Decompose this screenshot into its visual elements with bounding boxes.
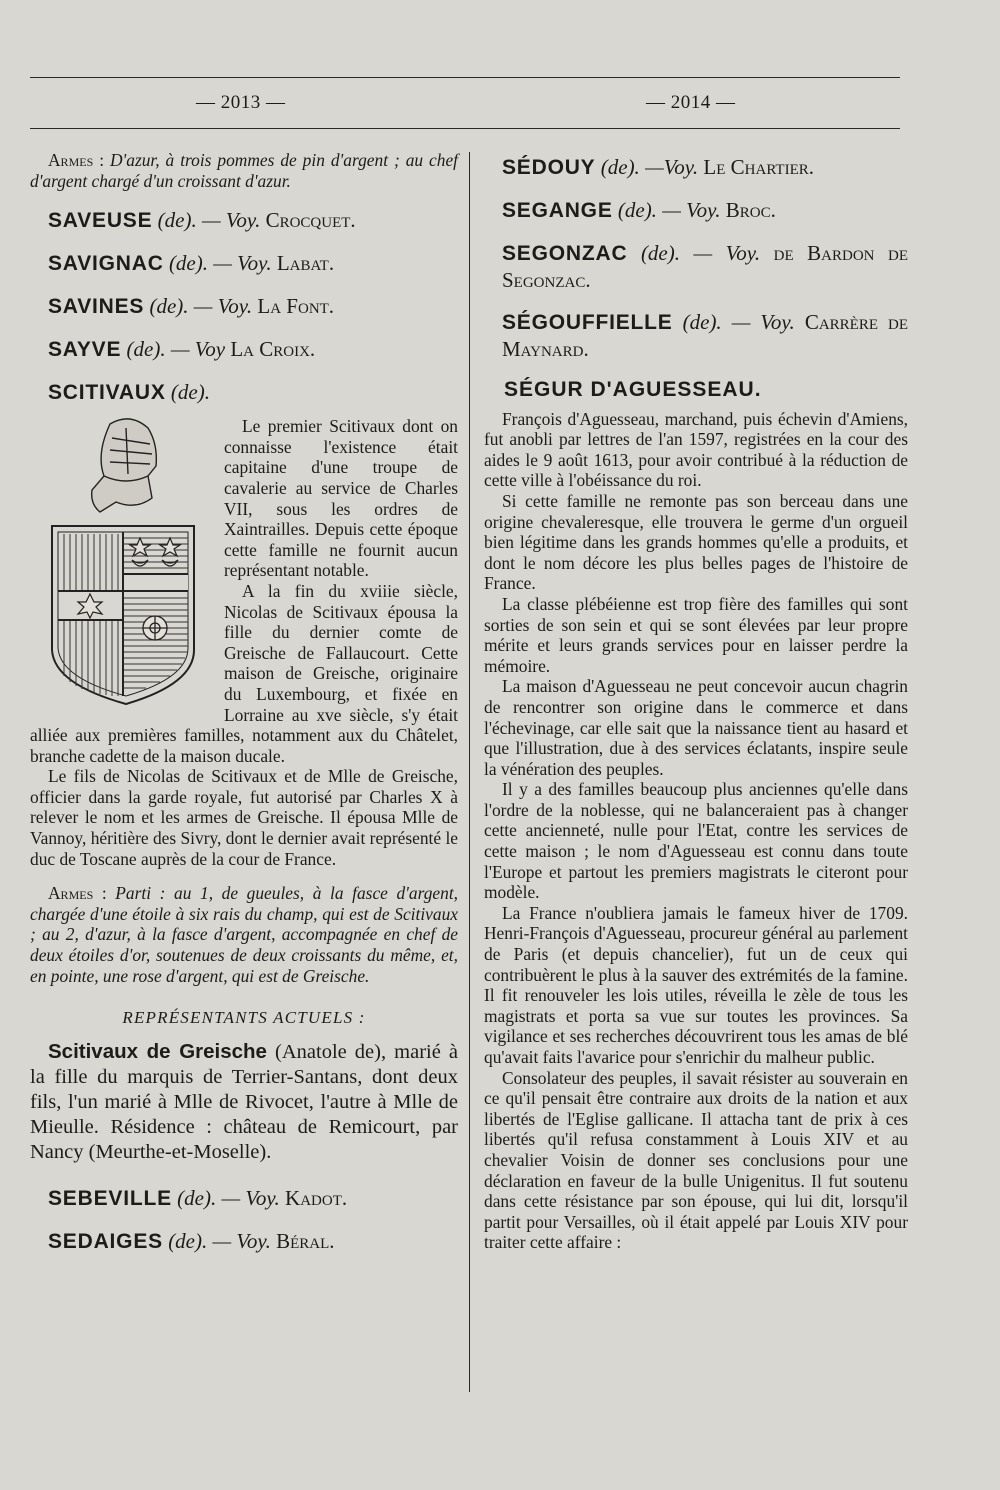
entry-sebeville: SEBEVILLE (de). — Voy. Kadot. [48,1185,348,1210]
entry-segonzac: SEGONZAC (de). — Voy. de Bardon de Segonzac. [502,241,908,292]
coat-of-arms-icon [30,414,216,714]
armes-paragraph: Armes : D'azur, à trois pommes de pin d'argent ; au chef d'argent chargé d'un croissant d'azur. [30,150,459,191]
entry-segouffielle: SÉGOUFFIELLE (de). — Voy. Carrère de Maynard. [502,310,909,361]
entry-segange: SEGANGE (de). — Voy. Broc. [502,198,776,222]
entry-saveuse: SAVEUSE (de). — Voy. Crocquet. [48,208,356,233]
entry-sedaiges: SEDAIGES (de). — Voy. Béral. [48,1228,335,1253]
coat-of-arms [30,414,216,714]
segur-paragraph-2: Si cette famille ne remonte pas son berceau dans une origine chevaleresque, elle trouvera le germe d'un orgueil bien légitime dans les grands hommes qu'elle a produits, et dont le nom décore les plus belles pages de l'histoire de France. [484,490,908,594]
scitivaux-paragraph-2: A la fin du xviiie siècle, Nicolas de Scitivaux épousa la fille du dernier comte de Greische de Fallaucourt. Cette maison de Greische, originaire du Luxembourg, et fixée en Lorraine au xve siècle, s'y était alliée aux premières familles, notamment aux du Châtelet, branche cadette de la maison ducale. [30,580,458,766]
scitivaux-paragraph-1: Le premier Scitivaux dont on connaisse l'existence était capitaine d'une troupe de cavalerie au service de Charles VII, sous les ordres de Xaintrailles. Depuis cette époque cette famille ne fournit aucun représentant notable. [224,416,458,581]
page-number-left: — 2013 — [196,92,286,113]
representants-title: REPRÉSENTANTS ACTUELS : [122,1008,366,1028]
scitivaux-body [30,416,458,869]
column-divider [469,152,470,1392]
segur-paragraph-6: La France n'oubliera jamais le fameux hiver de 1709. Henri-François d'Aguesseau, procureur général au parlement de Paris (et depuis chancelier), fut un de ceux qui contribuèrent le plus à la sauver des extrémités de la famine. Il fit renouveler les lois utiles, réveilla le zèle de tous les magistrats et porta sa vue sur toutes les provinces. Sa vigilance et ses recherches découvrirent tous les amas de blé qu'avait faits l'avarice pour s'enrichir du malheur public. [484,902,908,1067]
right-column [484,150,908,1253]
page-number-right: — 2014 — [646,92,736,113]
entry-sedouy: SÉDOUY (de). —Voy. Le Chartier. [502,155,814,179]
segur-paragraph-7: Consolateur des peuples, il savait résister au souverain en ce qu'il pensait être contraire aux droits de la nation et aux libertés de l'Eglise gallicane. Il attacha tant de prix à ces libertés qu'il refusa constamment à Louis XIV et au chevalier Voisin de donner ses conclusions pour une déclaration en faveur de la bulle Unigenitus. Il fut soutenu dans cette résistance par son épouse, qui lui dit, lorsqu'il partit pour Versailles, où il était appelé par Louis XIV pour traiter cette affaire : [484,1067,908,1253]
entry-savignac: SAVIGNAC (de). — Voy. Labat. [48,251,335,276]
entry-savines: SAVINES (de). — Voy. La Font. [48,294,335,319]
top-rule [30,77,900,78]
entry-sayve: SAYVE (de). — Voy La Croix. [48,337,316,362]
left-column [30,150,458,1255]
header-rule [30,128,900,129]
scitivaux-paragraph-3: Le fils de Nicolas de Scitivaux et de Mlle de Greische, officier dans la garde royale, fut autorisé par Charles X à relever le nom et les armes de Greische. Il épousa Mlle de Vannoy, héritière des Sivry, dont le dernier avait représenté le duc de Toscane auprès de la cour de France. [30,766,458,869]
segur-title: SÉGUR D'AGUESSEAU. [504,378,762,401]
scitivaux-armes: Armes : Parti : au 1, de gueules, à la fasce d'argent, chargée d'une étoile à six rais du champ, qui est de Scitivaux ; au 2, d'azur, à la fasce d'argent, accompagnée en chef de deux étoiles d'or, soutenues de deux croissants du même, et, en pointe, une rose d'argent, qui est de Greische. [30,883,458,986]
entry-scitivaux: SCITIVAUX (de). [48,380,210,405]
segur-paragraph-5: Il y a des familles beaucoup plus anciennes qu'elle dans l'ordre de la noblesse, qui ne balanceraient pas à changer cette ancienneté, nulle pour l'Etat, contre les services de cette maison ; le nom d'Aguesseau est connu dans toute l'Europe et partout les premiers magistrats le citeront pour modèle. [484,779,908,903]
segur-paragraph-3: La classe plébéienne est trop fière des familles qui sont sorties de son sein et qui se sont élevées par leur propre mérite et leurs grands services pour en laisser perdre la mémoire. [484,593,908,676]
segur-paragraph-1: François d'Aguesseau, marchand, puis échevin d'Amiens, fut anobli par lettres de l'an 1597, registrées en la cour des aides le 9 août 1613, pour avoir contribué à la réduction de cette ville à l'obéissance du roi. [484,408,908,491]
segur-paragraph-4: La maison d'Aguesseau ne peut concevoir aucun chagrin de rencontrer son origine dans le commerce et dans l'échevinage, car elle sait que la naissance tient au hasard et que l'illustration, due à des services éclatants, inspire seule la vénération des peuples. [484,676,908,779]
representants-text: Scitivaux de Greische (Anatole de), marié à la fille du marquis de Terrier-Santans, dont deux fils, l'un marié à Mlle de Rivocet, l'autre à Mlle de Mieulle. Résidence : château de Remicourt, par Nancy (Meurthe-et-Moselle). [30,1039,458,1163]
